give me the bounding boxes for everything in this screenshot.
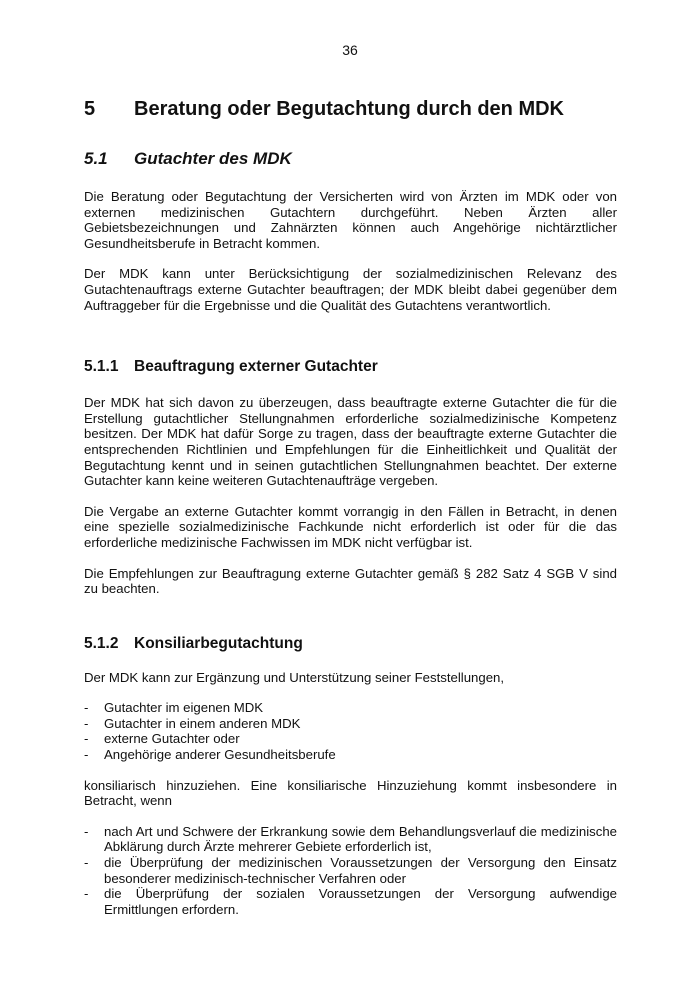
list-item: - Gutachter in einem anderen MDK [84,715,301,731]
paragraph: Die Beratung oder Begutachtung der Versicherten wird von Ärzten im MDK oder von externen medizinischen Gutachtern durchgeführt. Neben Ärzten aller Gebietsbezeichnungen und Zahnärzten können auch Angehörige nichtärztlicher Gesundheitsberufe in Betracht kommen. [84,189,617,251]
paragraph: Der MDK hat sich davon zu überzeugen, dass beauftragte externe Gutachter die für die Erstellung gutachtlicher Stellungnahmen erforderliche sozialmedizinische Kompetenz besitzen. Der MDK hat dafür Sorge zu tragen, dass der beauftragte externe Gutachter die entsprechenden Richtlinien und Empfehlungen für die Einheitlichkeit und Qualität der Begutachtung kennt und in seinen gutachtlichen Stellungnahmen beachtet. Der externe Gutachter kann keine weiteren Gutachtenaufträge vergeben. [84,395,617,489]
paragraph: Die Empfehlungen zur Beauftragung externe Gutachter gemäß § 282 Satz 4 SGB V sind zu beachten. [84,565,617,597]
section-title: Konsiliarbegutachtung [134,634,303,652]
gutachter-list [84,700,617,762]
chapter-title: Beratung oder Begutachtung durch den MDK [134,98,564,120]
list-item: - die Überprüfung der sozialen Voraussetzungen der Versorgung aufwendige Ermittlungen erfordern. [84,886,617,917]
section-number: 5.1 [84,149,108,168]
list-item: - nach Art und Schwere der Erkrankung sowie dem Behandlungsverlauf die medizinische Abklärung durch Ärzte mehrerer Gebiete erforderlich ist, [84,823,617,855]
condition-list [84,824,617,918]
chapter-number: 5 [84,98,96,120]
paragraph: Die Vergabe an externe Gutachter kommt vorrangig in den Fällen in Betracht, in denen eine spezielle sozialmedizinische Fachkunde nicht erforderlich ist oder für die das erforderliche medizinische Fachwissen im MDK nicht verfügbar ist. [84,503,617,550]
list-item: - externe Gutachter oder [84,731,240,747]
list-item: - die Überprüfung der medizinischen Voraussetzungen der Versorgung den Einsatz besonderer medizinisch-technischer Verfahren oder [84,855,617,886]
list-item: - Angehörige anderer Gesundheitsberufe [84,747,336,763]
chapter-heading [84,96,617,122]
section-title: Gutachter des MDK [134,149,292,168]
document-body [84,96,617,917]
paragraph: Der MDK kann unter Berücksichtigung der sozialmedizinischen Relevanz des Gutachtenauftrags externe Gutachter beauftragen; der MDK bleibt dabei gegenüber dem Auftraggeber für die Ergebnisse und die Qualität des Gutachtens verantwortlich. [84,266,617,313]
list-item: - Gutachter im eigenen MDK [84,700,264,716]
section-number: 5.1.2 [84,634,119,652]
paragraph: Der MDK kann zur Ergänzung und Unterstützung seiner Feststellungen, [84,669,505,685]
section-number: 5.1.1 [84,358,119,376]
section-5-1-2-heading [84,634,617,654]
page-number: 36 [342,42,358,58]
section-5-1-1-heading [84,357,617,377]
section-title: Beauftragung externer Gutachter [134,358,378,376]
section-5-1-heading [84,148,617,170]
paragraph: konsiliarisch hinzuziehen. Eine konsiliarische Hinzuziehung kommt insbesondere in Betracht, wenn [84,777,617,809]
